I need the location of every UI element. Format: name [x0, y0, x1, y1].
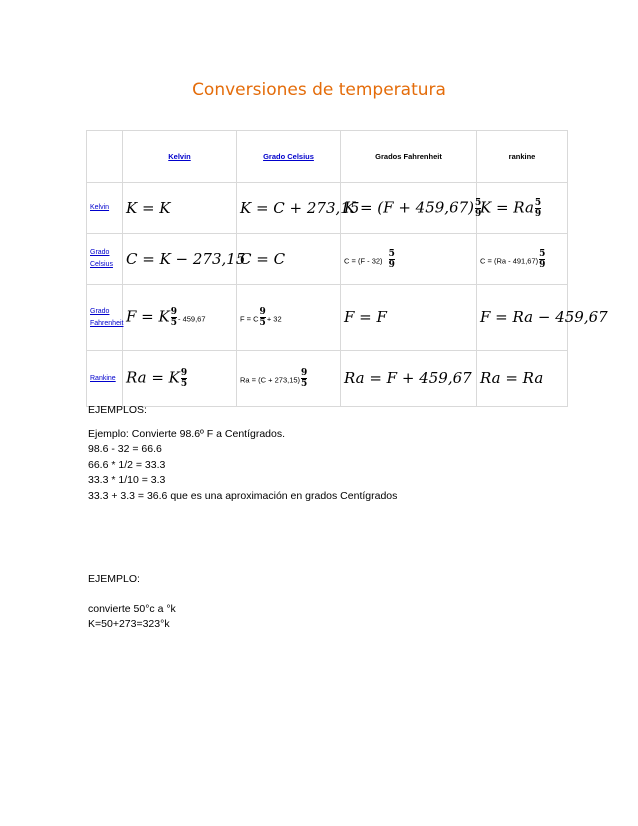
example-heading: EJEMPLO:	[88, 573, 140, 585]
fraction: $\frac{9}{5}$	[170, 307, 177, 328]
formula-cell: C = (Ra - 491,67) $\frac{5}{9}$	[477, 234, 568, 285]
table-row	[87, 351, 568, 407]
formula-cell: F = K $\frac{9}{5}$ - 459,67	[123, 285, 237, 351]
header-kelvin[interactable]: Kelvin	[123, 131, 237, 183]
formula-cell: K = K	[123, 183, 237, 234]
formula-cell: Ra = Ra	[477, 351, 568, 407]
fraction: $\frac{5}{9}$	[539, 248, 546, 270]
row-label-celsius[interactable]: Grado Celsius	[87, 234, 123, 285]
formula-cell: F = F	[341, 285, 477, 351]
table-row	[87, 234, 568, 285]
conversion-table	[86, 130, 608, 407]
example-section-2	[88, 572, 176, 633]
formula-cell: Ra = (C + 273,15) $\frac{9}{5}$	[237, 351, 341, 407]
example-line: K=50+273=323°k	[88, 618, 170, 630]
formula-cell: K = (F + 459,67) $\frac{5}{9}$	[341, 183, 477, 234]
header-fahrenheit: Grados Fahrenheit	[341, 131, 477, 183]
example-line: 33.3 + 3.3 = 36.6 que es una aproximación en grados Centígrados	[88, 489, 398, 502]
example-line: 33.3 * 1/10 = 3.3	[88, 474, 166, 486]
example-line: Ejemplo: Convierte 98.6º F a Centígrados.	[88, 427, 286, 440]
table-header-row	[87, 131, 568, 183]
header-celsius[interactable]: Grado Celsius	[237, 131, 341, 183]
row-label-rankine[interactable]: Rankine	[87, 351, 123, 407]
formula-cell: K = Ra $\frac{5}{9}$	[477, 183, 568, 234]
header-rankine: rankine	[477, 131, 568, 183]
formula-cell: Ra = F + 459,67	[341, 351, 477, 407]
examples-section	[88, 403, 397, 504]
example-line: 98.6 - 32 = 66.6	[88, 443, 162, 455]
table-row	[87, 285, 568, 351]
fraction: $\frac{9}{5}$	[180, 368, 188, 389]
fraction: $\frac{9}{5}$	[259, 307, 266, 328]
fraction: $\frac{5}{9}$	[388, 248, 395, 270]
header-cell-empty	[87, 131, 123, 183]
example-line: 66.6 * 1/2 = 33.3	[88, 458, 166, 471]
example-line: convierte 50°c a °k	[88, 602, 176, 615]
fraction: $\frac{5}{9}$	[534, 197, 542, 219]
formula-cell: C = (F - 32) $\frac{5}{9}$	[341, 234, 477, 285]
formula-cell: Ra = K $\frac{9}{5}$	[123, 351, 237, 407]
row-label-fahrenheit[interactable]: Grado Fahrenheit	[87, 285, 123, 351]
formula-cell: K = C + 273,15	[237, 183, 341, 234]
formula-cell: F = C $\frac{9}{5}$ + 32	[237, 285, 341, 351]
table-row	[87, 183, 568, 234]
examples-heading: EJEMPLOS:	[88, 404, 147, 416]
formula-cell: C = C	[237, 234, 341, 285]
page-title: Conversiones de temperatura	[192, 80, 446, 100]
fraction: $\frac{9}{5}$	[301, 368, 308, 389]
fraction: $\frac{5}{9}$	[475, 197, 482, 219]
row-label-kelvin[interactable]: Kelvin	[87, 183, 123, 234]
formula-cell: C = K − 273,15	[123, 234, 237, 285]
formula-cell: F = Ra − 459,67	[477, 285, 568, 351]
